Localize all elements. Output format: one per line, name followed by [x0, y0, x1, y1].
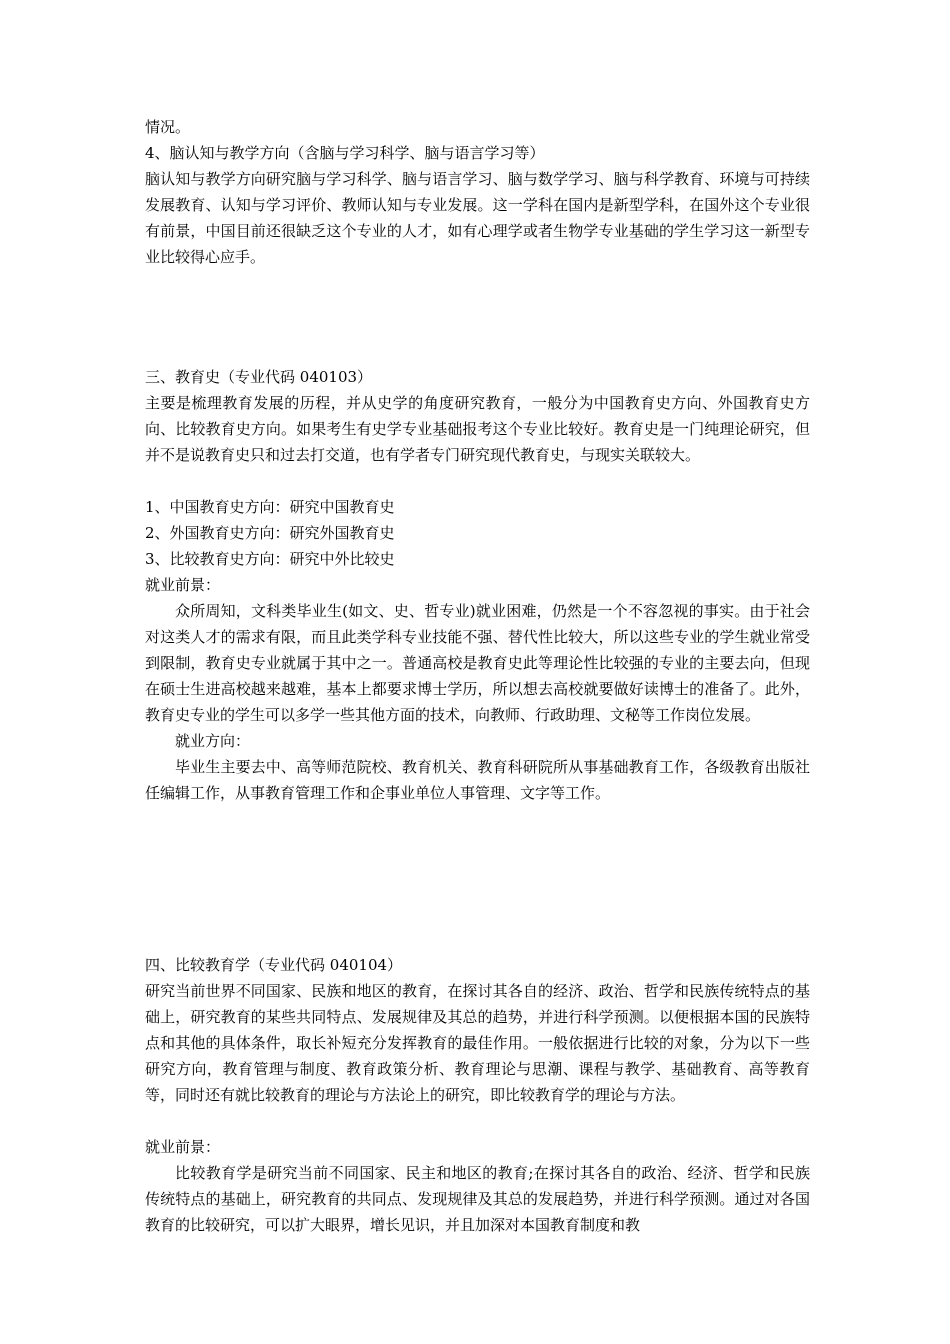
- paragraph-employment-prospect: 众所周知，文科类毕业生(如文、史、哲专业)就业困难，仍然是一个不容忽视的事实。由于社会对这类人才的需求有限，而且此类学科专业技能不强、替代性比较大，所以这些专业的学生就业常受到限制，教育史专业就属于其中之一。普通高校是教育史此等理论性比较强的专业的主要去向，但现在硕士生进高校越来越难，基本上都要求博士学历，所以想去高校就要做好读博士的准备了。此外，教育史专业的学生可以多学一些其他方面的技术，向教师、行政助理、文秘等工作岗位发展。: [145, 602, 810, 724]
- list-item-chinese-history: 1、中国教育史方向：研究中国教育史: [145, 498, 395, 516]
- paragraph-education-history-intro: 主要是梳理教育发展的历程，并从史学的角度研究教育，一般分为中国教育史方向、外国教育史方向、比较教育史方向。如果考生有史学专业基础报考这个专业比较好。教育史是一门纯理论研究，但并不是说教育史只和过去打交道，也有学者专门研究现代教育史，与现实关联较大。: [145, 394, 810, 464]
- section-heading-education-history: 三、教育史（专业代码 040103）: [145, 368, 373, 386]
- subheading-brain-cognition: 4、脑认知与教学方向（含脑与学习科学、脑与语言学习等）: [145, 144, 545, 162]
- paragraph-brain-cognition: 脑认知与教学方向研究脑与学习科学、脑与语言学习、脑与数学学习、脑与科学教育、环境与可持续发展教育、认知与学习评价、教师认知与专业发展。这一学科在国内是新型学科，在国外这个专业很有前景，中国目前还很缺乏这个专业的人才，如有心理学或者生物学专业基础的学生学习这一新型专业比较得心应手。: [145, 170, 810, 266]
- label-employment-prospect: 就业前景：: [145, 576, 221, 594]
- label-comparative-prospect: 就业前景：: [145, 1138, 221, 1156]
- label-employment-direction: 就业方向：: [175, 732, 251, 750]
- section-heading-comparative-education: 四、比较教育学（专业代码 040104）: [145, 956, 403, 974]
- paragraph-comparative-education-intro: 研究当前世界不同国家、民族和地区的教育，在探讨其各自的经济、政治、哲学和民族传统特点的基础上，研究教育的某些共同特点、发展规律及其总的趋势，并进行科学预测。以便根据本国的民族特点和其他的具体条件，取长补短充分发挥教育的最佳作用。一般依据进行比较的对象，分为以下一些研究方向，教育管理与制度、教育政策分析、教育理论与思潮、课程与教学、基础教育、高等教育等，同时还有就比较教育的理论与方法论上的研究，即比较教育学的理论与方法。: [145, 982, 810, 1104]
- paragraph-comparative-prospect: 比较教育学是研究当前不同国家、民主和地区的教育;在探讨其各自的政治、经济、哲学和民族传统特点的基础上，研究教育的共同点、发现规律及其总的发展趋势，并进行科学预测。通过对各国教育的比较研究，可以扩大眼界，增长见识，并且加深对本国教育制度和教: [145, 1164, 810, 1234]
- list-item-foreign-history: 2、外国教育史方向：研究外国教育史: [145, 524, 395, 542]
- paragraph-employment-direction: 毕业生主要去中、高等师范院校、教育机关、教育科研院所从事基础教育工作，各级教育出版社任编辑工作，从事教育管理工作和企事业单位人事管理、文字等工作。: [145, 758, 810, 802]
- paragraph-tail: 情况。: [145, 118, 191, 136]
- list-item-comparative-history: 3、比较教育史方向：研究中外比较史: [145, 550, 395, 568]
